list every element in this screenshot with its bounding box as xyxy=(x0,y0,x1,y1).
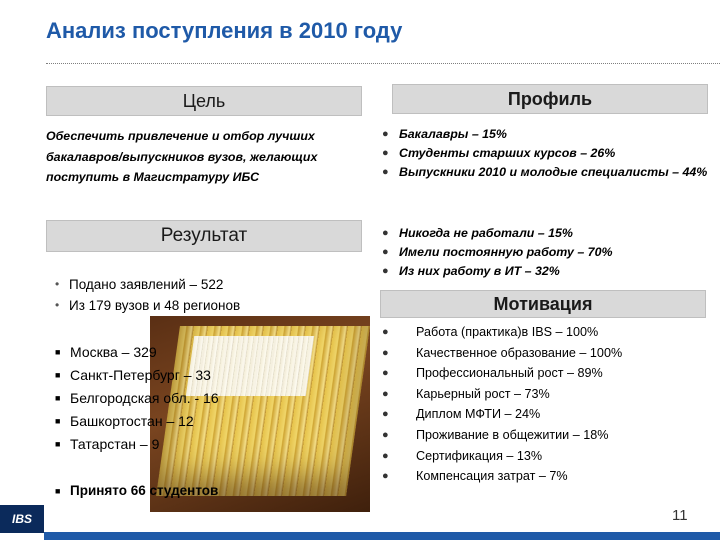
list-item: ● Компенсация затрат – 7% xyxy=(382,466,712,487)
square-bullet-icon: ■ xyxy=(55,347,61,357)
list-item: ● Из них работу в ИТ – 32% xyxy=(382,262,712,281)
bullet-icon: ● xyxy=(382,166,389,178)
square-bullet-icon: ■ xyxy=(55,439,61,449)
list-item: ● Диплом МФТИ – 24% xyxy=(382,404,712,425)
bullet-icon: ● xyxy=(382,346,389,359)
list-item: ■ Санкт-Петербург – 33 xyxy=(55,364,355,387)
motivation-header: Мотивация xyxy=(380,290,706,318)
list-item: ● Карьерный рост – 73% xyxy=(382,384,712,405)
list-item: ● Качественное образование – 100% xyxy=(382,343,712,364)
profile-list-experience xyxy=(382,224,712,281)
list-item: • Подано заявлений – 522 xyxy=(55,274,355,295)
bullet-icon: ● xyxy=(382,246,389,258)
bullet-icon: • xyxy=(55,298,60,312)
result-header: Результат xyxy=(46,220,362,252)
list-item: ● Никогда не работали – 15% xyxy=(382,224,712,243)
title-divider xyxy=(46,63,720,64)
list-item: ● Имели постоянную работу – 70% xyxy=(382,243,712,262)
list-item: ● Работа (практика)в IBS – 100% xyxy=(382,322,712,343)
square-bullet-icon: ■ xyxy=(55,370,61,380)
square-bullet-icon: ■ xyxy=(55,393,61,403)
bullet-icon: • xyxy=(55,277,60,291)
ibs-logo: IBS xyxy=(0,505,44,533)
list-item: ■ Татарстан – 9 xyxy=(55,433,355,456)
list-item: ■ Башкортостан – 12 xyxy=(55,410,355,433)
goal-header: Цель xyxy=(46,86,362,116)
bullet-icon: ● xyxy=(382,387,389,400)
page-number: 11 xyxy=(672,507,688,524)
list-item: ■ Москва – 329 xyxy=(55,341,355,364)
bullet-icon: ● xyxy=(382,367,389,380)
square-bullet-icon: ■ xyxy=(55,416,61,426)
list-item: ● Выпускники 2010 и молодые специалисты – 44% xyxy=(382,163,712,182)
bullet-icon: ● xyxy=(382,227,389,239)
motivation-list xyxy=(382,322,712,487)
accepted-students: ■ Принято 66 студентов xyxy=(55,480,218,502)
bullet-icon: ● xyxy=(382,428,389,441)
list-item: ● Сертификация – 13% xyxy=(382,446,712,467)
bullet-icon: ● xyxy=(382,470,389,483)
footer-bar xyxy=(44,532,720,540)
list-item: ● Проживание в общежитии – 18% xyxy=(382,425,712,446)
result-stats-list xyxy=(55,274,355,316)
bullet-icon: ● xyxy=(382,408,389,421)
bullet-icon: ● xyxy=(382,147,389,159)
list-item: • Из 179 вузов и 48 регионов xyxy=(55,295,355,316)
square-bullet-icon: ■ xyxy=(55,486,61,496)
bullet-icon: ● xyxy=(382,265,389,277)
bullet-icon: ● xyxy=(382,128,389,140)
list-item: ■ Белгородская обл. - 16 xyxy=(55,387,355,410)
bullet-icon: ● xyxy=(382,326,389,338)
list-item: ● Студенты старших курсов – 26% xyxy=(382,144,712,163)
list-item: ● Профессиональный рост – 89% xyxy=(382,363,712,384)
profile-header: Профиль xyxy=(392,84,708,114)
list-item: ● Бакалавры – 15% xyxy=(382,125,712,144)
goal-text: Обеспечить привлечение и отбор лучших бакалавров/выпускников вузов, желающих поступить в Магистратуру ИБС xyxy=(46,129,318,184)
page-title: Анализ поступления в 2010 году xyxy=(46,18,403,43)
bullet-icon: ● xyxy=(382,449,389,462)
profile-list-education xyxy=(382,125,712,182)
region-list xyxy=(55,341,355,456)
